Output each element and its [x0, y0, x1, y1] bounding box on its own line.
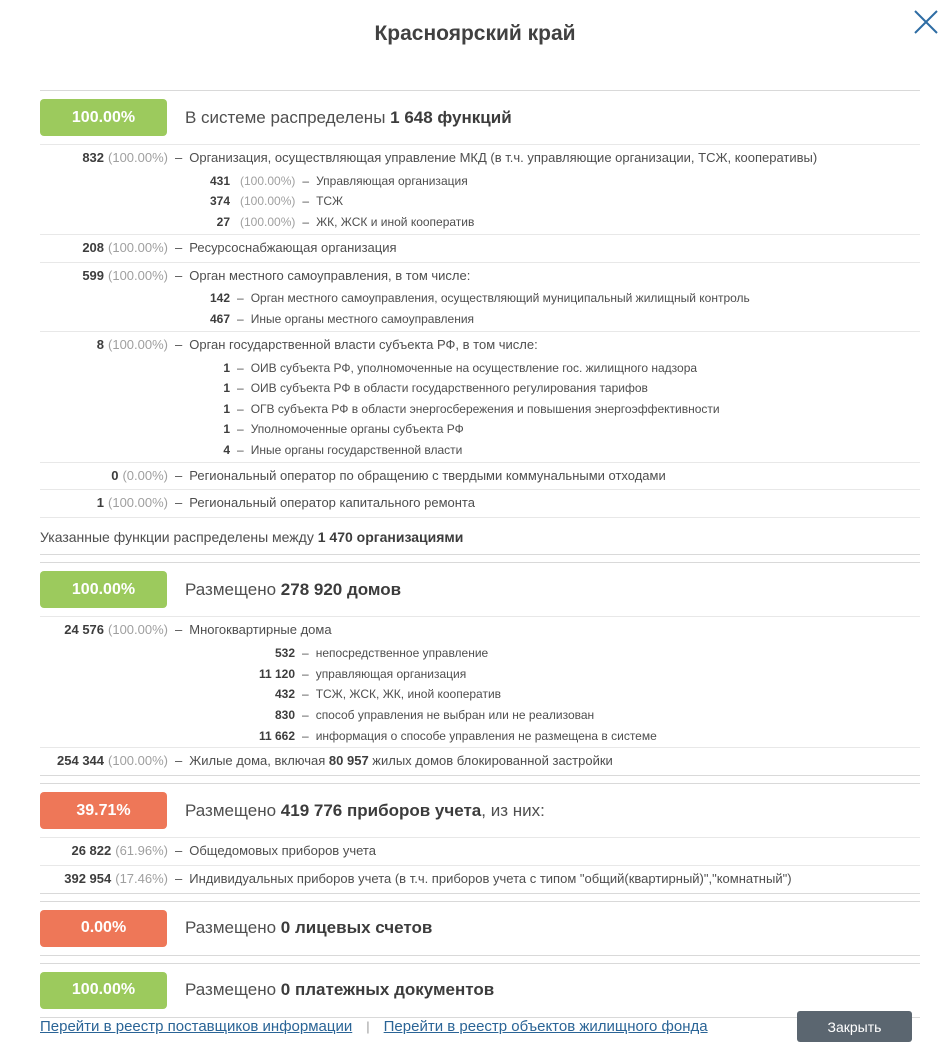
- section: [40, 901, 920, 956]
- section-heading: В системе распределены 1 648 функций: [185, 107, 512, 127]
- stat-row: 11 662 – информация о способе управления не размещена в системе: [258, 728, 657, 743]
- stat-row: 1 – ОИВ субъекта РФ в области государственного регулирования тарифов: [223, 381, 648, 396]
- stat-row: 254 344 (100.00%) – Жилые дома, включая 80 957 жилых домов блокированной застройки: [40, 747, 920, 775]
- section: [40, 562, 920, 776]
- close-button[interactable]: Закрыть: [797, 1011, 912, 1042]
- stat-row: 830 – способ управления не выбран или не реализован: [274, 707, 595, 722]
- stat-row: 832 (100.00%) – Организация, осуществляющая управление МКД (в т.ч. управляющие организации, ТСЖ, кооперативы): [40, 144, 920, 172]
- link-separator: |: [366, 1019, 370, 1034]
- section-heading: Размещено 278 920 домов: [185, 579, 402, 599]
- stat-row: 392 954 (17.46%) – Индивидуальных приборов учета (в т.ч. приборов учета с типом "общий(квартирный)","комнатный"): [40, 865, 920, 893]
- stat-row: 532 – непосредственное управление: [274, 646, 489, 661]
- stat-row: 26 822 (61.96%) – Общедомовых приборов учета: [40, 837, 920, 865]
- link-housing-registry[interactable]: Перейти в реестр объектов жилищного фонда: [383, 1018, 708, 1035]
- section-heading: Размещено 0 платежных документов: [185, 980, 495, 1000]
- percent-badge: 100.00%: [40, 972, 167, 1009]
- stat-row: 431 (100.00%) – Управляющая организация: [209, 173, 468, 188]
- percent-badge: 100.00%: [40, 99, 167, 136]
- stat-row: 1 – ОИВ субъекта РФ, уполномоченные на осуществление гос. жилищного надзора: [223, 360, 698, 375]
- section-heading: Размещено 0 лицевых счетов: [185, 918, 433, 938]
- section: [40, 783, 920, 894]
- section-heading: Размещено 419 776 приборов учета, из них:: [185, 800, 545, 820]
- link-providers-registry[interactable]: Перейти в реестр поставщиков информации: [40, 1018, 353, 1035]
- stat-row: 208 (100.00%) – Ресурсоснабжающая организация: [40, 234, 920, 262]
- close-icon[interactable]: [912, 8, 940, 36]
- stat-row: 1 – Уполномоченные органы субъекта РФ: [223, 422, 464, 437]
- footer: [40, 1011, 912, 1042]
- summary-note: Указанные функции распределены между 1 470 организациями: [40, 517, 920, 554]
- stat-row: 0 (0.00%) – Региональный оператор по обращению с твердыми коммунальными отходами: [40, 462, 920, 490]
- percent-badge: 39.71%: [40, 792, 167, 829]
- stat-row: 1 (100.00%) – Региональный оператор капитального ремонта: [40, 489, 920, 517]
- stat-row: 11 120 – управляющая организация: [258, 666, 467, 681]
- section: [40, 963, 920, 1018]
- stat-row: 467 – Иные органы местного самоуправления: [209, 312, 475, 327]
- stat-row: 374 (100.00%) – ТСЖ: [209, 194, 344, 209]
- percent-badge: 0.00%: [40, 910, 167, 947]
- stat-row: 27 (100.00%) – ЖК, ЖСК и иной кооператив: [216, 215, 475, 230]
- stat-row: 1 – ОГВ субъекта РФ в области энергосбережения и повышения энергоэффективности: [223, 401, 720, 416]
- stat-row: 24 576 (100.00%) – Многоквартирные дома: [40, 616, 920, 644]
- stat-row: 599 (100.00%) – Орган местного самоуправления, в том числе:: [40, 262, 920, 290]
- stat-row: 142 – Орган местного самоуправления, осуществляющий муниципальный жилищный контроль: [209, 291, 750, 306]
- percent-badge: 100.00%: [40, 571, 167, 608]
- stat-row: 432 – ТСЖ, ЖСК, ЖК, иной кооператив: [274, 687, 502, 702]
- stat-row: 8 (100.00%) – Орган государственной власти субъекта РФ, в том числе:: [40, 331, 920, 359]
- sections: [40, 90, 920, 1018]
- section: [40, 90, 920, 555]
- stat-row: 4 – Иные органы государственной власти: [223, 442, 463, 457]
- page-title: Красноярский край: [374, 22, 576, 45]
